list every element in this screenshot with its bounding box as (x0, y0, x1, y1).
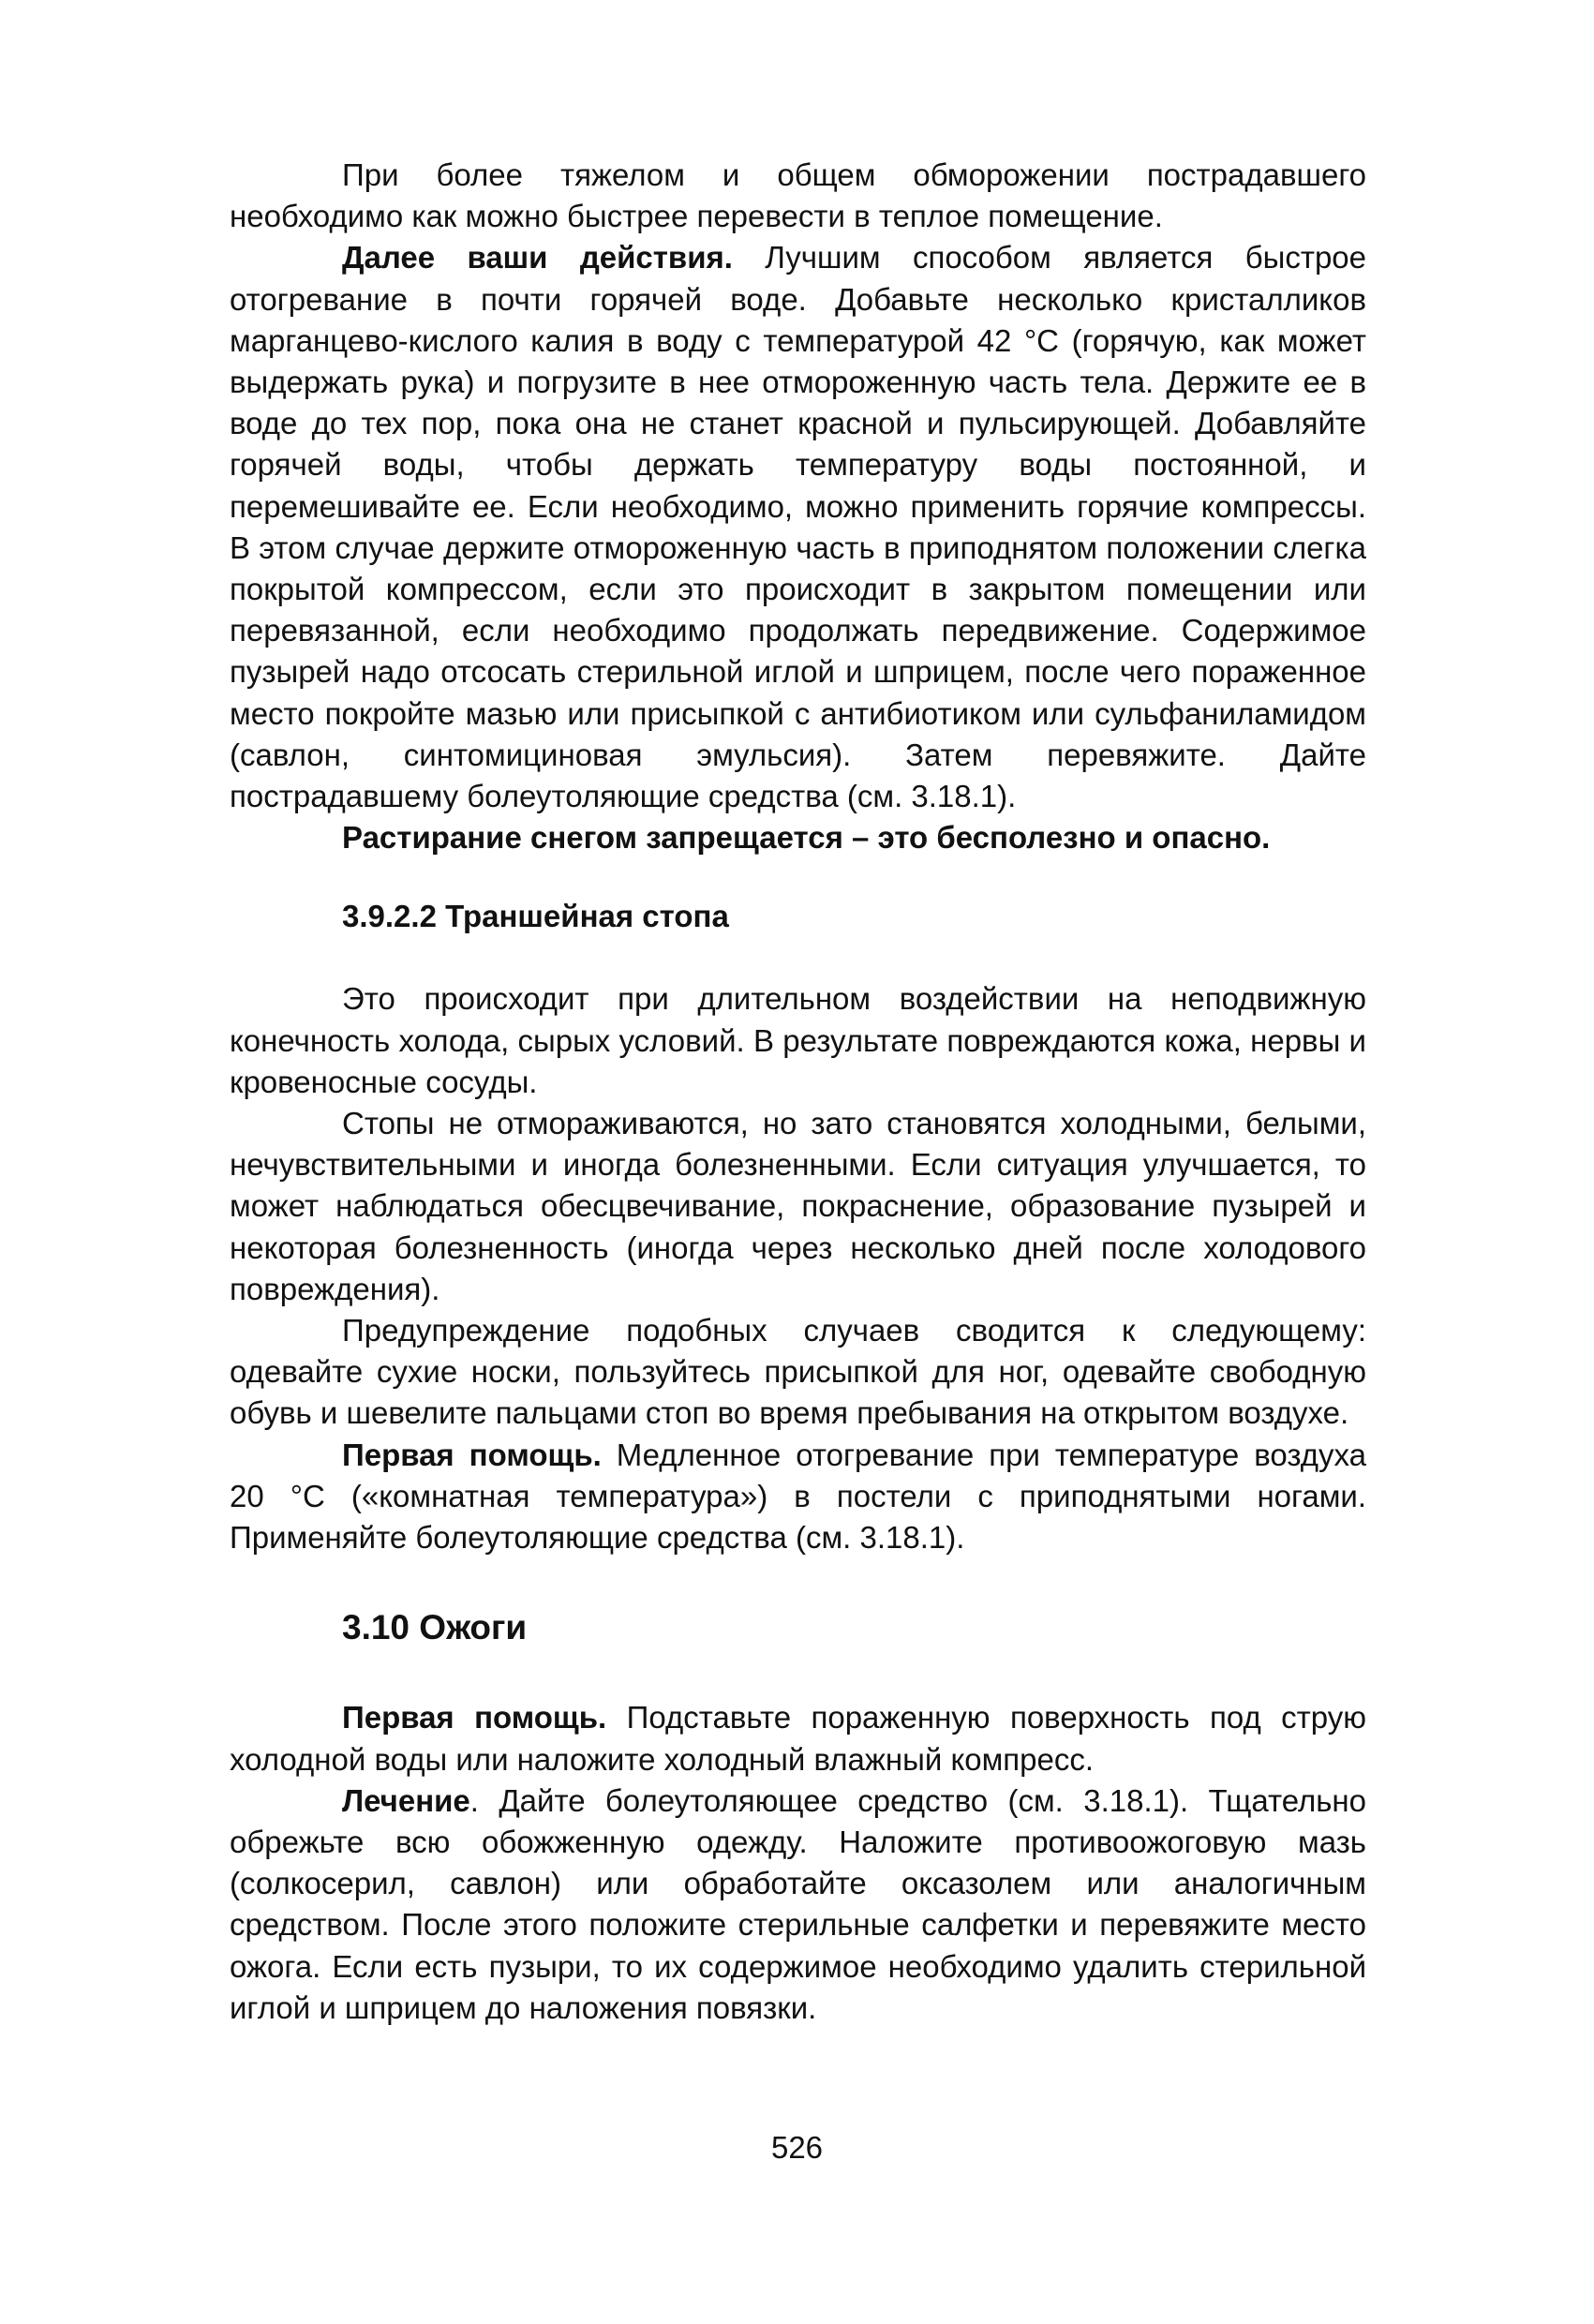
warning-snow-rubbing: Растирание снегом запрещается – это бесполезно и опасно. (342, 820, 1271, 856)
paragraph-body-treatment: . Дайте болеутоляющее средство (см. 3.18.1). Тщательно обрежьте всю обожженную одежду. Наложите противоожоговую мазь (солкосерил, савлон) или обработайте оксазолем или аналогичным средством. После этого положите стерильные салфетки и перевяжите место ожога. Если есть пузыри, то их содержимое необходимо удалить стерильной иглой и шприцем до наложения повязки. (230, 1782, 1366, 2025)
paragraph-body-burns-first-aid: Подставьте пораженную поверхность под струю холодной воды или наложите холодный влажный компресс. (230, 1700, 1366, 1777)
paragraph-your-actions (230, 237, 1366, 817)
paragraph-trench-foot-symptoms: Стопы не отмораживаются, но зато становятся холодными, белыми, нечувствительными и иногда болезненными. Если ситуация улучшается, то может наблюдаться обесцвечивание, покраснение, образование пузырей и некоторая болезненность (иногда через несколько дней после холодового повреждения). (230, 1106, 1366, 1306)
paragraph-severe-frostbite: При более тяжелом и общем обморожении пострадавшего необходимо как можно быстрее перевести в теплое помещение. (230, 157, 1366, 234)
paragraph-burns-first-aid (230, 1697, 1366, 1780)
paragraph-trench-foot-first-aid (230, 1435, 1366, 1559)
paragraph-body-actions: Лучшим способом является быстрое отогревание в почти горячей воде. Добавьте несколько кристалликов марганцево-кислого калия в воду с температурой 42 °С (горячую, как может выдержать рука) и погрузите в нее отмороженную часть тела. Держите ее в воде до тех пор, пока она не станет красной и пульсирующей. Добавляйте горячей воды, чтобы держать температуру воды постоянной, и перемешивайте ее. Если необходимо, можно применить горячие компрессы. В этом случае держите отмороженную часть в приподнятом положении слегка покрытой компрессом, если это происходит в закрытом помещении или перевязанной, если необходимо продолжать передвижение. Содержимое пузырей надо отсосать стерильной иглой и шприцем, после чего пораженное место покройте мазью или присыпкой с антибиотиком или сульфаниламидом (савлон, синтомициновая эмульсия). Затем перевяжите. Дайте пострадавшему болеутоляющие средства (см. 3.18.1). (230, 240, 1367, 814)
paragraph-lead-treatment: Лечение (342, 1782, 470, 1818)
paragraph-trench-foot-cause: Это происходит при длительном воздействии на неподвижную конечность холода, сырых условий. В результате повреждаются кожа, нервы и кровеносные сосуды. (230, 981, 1366, 1099)
page-number: 526 (770, 2130, 824, 2165)
section-subheading-trench-foot: 3.9.2.2 Траншейная стопа (342, 899, 729, 934)
paragraph-burns-treatment (230, 1780, 1366, 2029)
paragraph-trench-foot-prevention: Предупреждение подобных случаев сводится к следующему: одевайте сухие носки, пользуйтесь присыпкой для ног, одевайте свободную обувь и шевелите пальцами стоп во время пребывания на открытом воздухе. (230, 1313, 1366, 1431)
document-page (230, 155, 1366, 2029)
paragraph-body-first-aid: Медленное отогревание при температуре воздуха 20 °С («комнатная температура») в постели с приподнятыми ногами. Применяйте болеутоляющие средства (см. 3.18.1). (230, 1437, 1366, 1556)
paragraph-lead-first-aid: Первая помощь. (342, 1437, 602, 1472)
paragraph-lead-actions: Далее ваши действия. (342, 240, 733, 276)
paragraph-lead-burns-first-aid: Первая помощь. (342, 1700, 607, 1736)
section-heading-burns: 3.10 Ожоги (342, 1608, 528, 1647)
